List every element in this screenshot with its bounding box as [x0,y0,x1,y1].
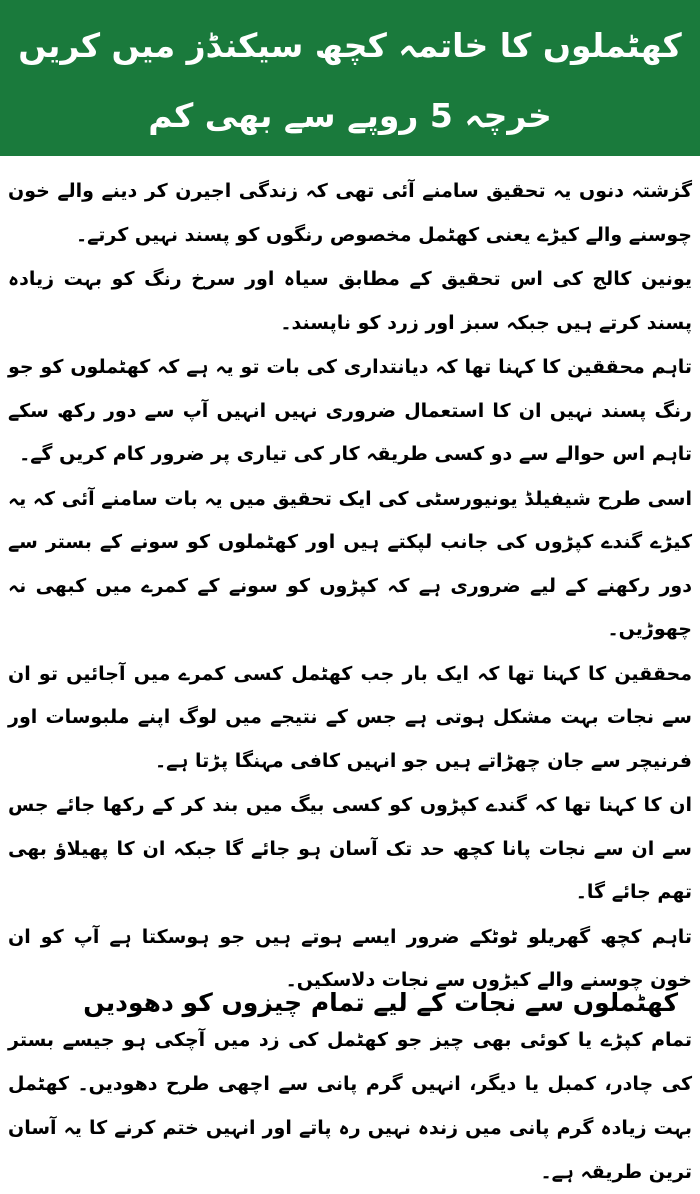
article-body [8,170,692,1004]
subheadline: خرچہ 5 روپے سے بھی کم [148,96,552,135]
section-heading: کھٹملوں سے نجات کے لیے تمام چیزوں کو دھودیں [83,988,678,1017]
paragraph-1: گزشتہ دنوں یہ تحقیق سامنے آئی تھی کہ زندگی اجیرن کر دینے والے خون چوسنے والے کیڑے یعنی کھٹمل مخصوص رنگوں کو پسند نہیں کرتے۔ [8,180,692,246]
paragraph-5: محققین کا کہنا تھا کہ ایک بار جب کھٹمل کسی کمرے میں آجائیں تو ان سے نجات بہت مشکل ہوتی ہے جس کے نتیجے میں لوگ اپنے ملبوسات اور فرنیچر سے جان چھڑاتے ہیں جو انہیں کافی مہنگا پڑتا ہے۔ [8,662,692,772]
paragraph-7: تاہم کچھ گھریلو ٹوٹکے ضرور ایسے ہوتے ہیں جو ہوسکتا ہے آپ کو ان خون چوسنے والے کیڑوں سے نجات دلاسکیں۔ [8,925,692,991]
closing-section [8,1018,692,1194]
headline: کھٹملوں کا خاتمہ کچھ سیکنڈز میں کریں [18,26,682,65]
paragraph-6: ان کا کہنا تھا کہ گندے کپڑوں کو کسی بیگ میں بند کر کے رکھا جائے جس سے ان سے نجات پانا کچھ حد تک آسان ہو جائے گا جبکہ ان کا پھیلاؤ بھی تھم جائے گا۔ [8,794,692,903]
paragraph-4: اسی طرح شیفیلڈ یونیورسٹی کی ایک تحقیق میں یہ بات سامنے آئی کہ یہ کیڑے گندے کپڑوں کی جانب لپکتے ہیں اور کھٹملوں کو سونے کے بستر سے دور رکھنے کے لیے ضروری ہے کہ کپڑوں کو سونے کے کمرے میں کبھی نہ چھوڑیں۔ [8,487,692,640]
paragraph-closing: تمام کپڑے یا کوئی بھی چیز جو کھٹمل کی زد میں آچکی ہو جیسے بستر کی چادر، کمبل یا دیگر، انہیں گرم پانی سے اچھی طرح دھودیں۔ کھٹمل بہت زیادہ گرم پانی میں زندہ نہیں رہ پاتے اور انہیں ختم کرنے کا یہ آسان ترین طریقہ ہے۔ [8,1029,692,1183]
paragraph-3: تاہم محققین کا کہنا تھا کہ دیانتداری کی بات تو یہ ہے کہ کھٹملوں کو جو رنگ پسند نہیں ان کا استعمال ضروری نہیں انہیں آپ سے دور رکھ سکے تاہم اس حوالے سے دو کسی طریقہ کار کی تیاری پر ضرور کام کریں گے۔ [8,356,692,465]
title-banner [0,0,700,156]
paragraph-2: یونین کالج کی اس تحقیق کے مطابق سیاہ اور سرخ رنگ کو بہت زیادہ پسند کرتے ہیں جبکہ سبز اور زرد کو ناپسند۔ [8,268,692,334]
